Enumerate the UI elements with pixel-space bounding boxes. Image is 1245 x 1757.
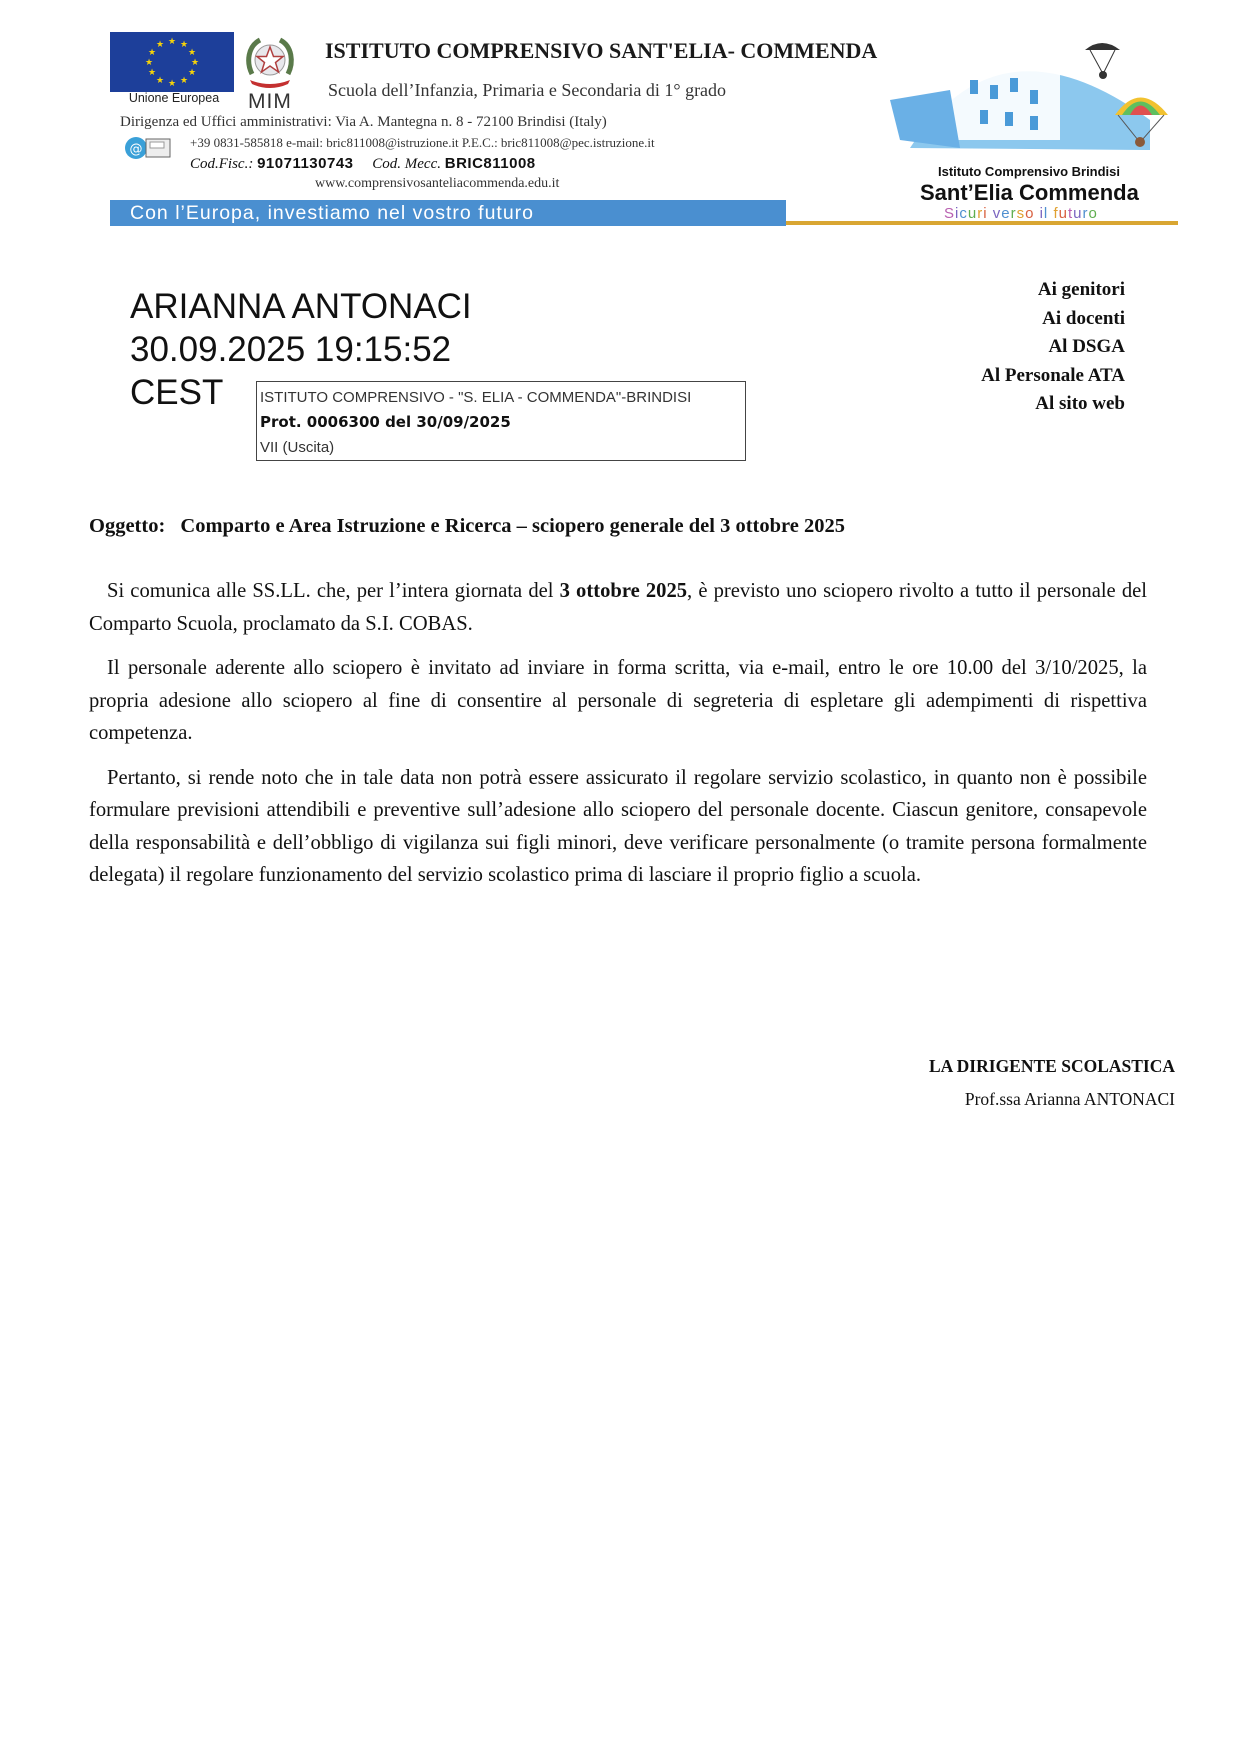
closing-title: LA DIRIGENTE SCOLASTICA (928, 1056, 1175, 1076)
recipient-item: Al Personale ATA (981, 364, 1125, 386)
subject-line (89, 515, 845, 538)
svg-text:★: ★ (167, 37, 177, 47)
signature-signer: ARIANNA ANTONACI (130, 287, 472, 326)
phone-fax-email-icon (124, 133, 174, 163)
recipients-list (981, 276, 1125, 419)
body-text: , è previsto uno sciopero rivolto a tutto il personale del Comparto Scuola, proclamato da S.I. COBAS. (89, 580, 1147, 635)
protocol-stamp (256, 381, 746, 461)
svg-text:★: ★ (190, 58, 200, 68)
recipient-item: Ai docenti (1042, 307, 1125, 329)
strike-date: 3 ottobre 2025 (559, 580, 688, 602)
svg-text:★: ★ (179, 40, 189, 50)
address-line: Dirigenza ed Uffici amministrativi: Via A. Mantegna n. 8 - 72100 Brindisi (Italy) (120, 114, 607, 130)
svg-text:★: ★ (144, 58, 154, 68)
eu-label: Unione Europea (128, 91, 220, 105)
svg-text:★: ★ (167, 79, 177, 89)
svg-text:@: @ (129, 142, 143, 157)
codes-line (190, 155, 536, 173)
eu-banner: Con l’Europa, investiamo nel vostro futuro (110, 200, 786, 226)
protocol-classification: VII (Uscita) (260, 439, 335, 456)
eu-flag-icon (110, 32, 234, 92)
recipient-item: Ai genitori (1037, 279, 1125, 300)
protocol-institution: ISTITUTO COMPRENSIVO - "S. ELIA - COMMENDA"-BRINDISI (260, 389, 692, 406)
letter-body (89, 575, 1147, 904)
closing-signature (929, 1049, 1175, 1115)
subject-text: Comparto e Area Istruzione e Ricerca – sciopero generale del 3 ottobre 2025 (180, 515, 845, 537)
website-link[interactable]: www.comprensivosanteliacommenda.edu.it (315, 176, 560, 191)
svg-text:★: ★ (147, 68, 157, 78)
body-paragraph-2: Il personale aderente allo sciopero è invitato ad inviare in forma scritta, via e-mail, entro le ore 10.00 del 3/10/2025, la propria adesione allo sciopero al fine di consentire al personale di segreteria di espletare gli adempimenti di rispettiva competenza. (89, 657, 1147, 744)
school-name: ISTITUTO COMPRENSIVO SANT'ELIA- COMMENDA (325, 38, 878, 63)
contact-line: +39 0831-585818 e-mail: bric811008@istruzione.it P.E.C.: bric811008@pec.istruzione.it (190, 135, 655, 150)
body-paragraph-1 (89, 575, 1147, 640)
svg-text:★: ★ (155, 76, 165, 86)
recipient-item: Al sito web (1035, 393, 1125, 414)
body-paragraph-3: Pertanto, si rende noto che in tale data non potrà essere assicurato il regolare servizio scolastico, in quanto non è possibile formulare previsioni attendibili e preventive sull’adesione allo sciopero del personale docente. Ciascun genitore, consapevole della responsabilità e dell’obbligo di vigilanza sui figli minori, deve verificare personalmente (o tramite persona formalmente delegata) il regolare funzionamento del servizio scolastico prima di lasciare il proprio figlio a scuola. (89, 766, 1147, 886)
signature-datetime: 30.09.2025 19:15:52 (130, 330, 452, 369)
svg-text:★: ★ (187, 68, 197, 78)
logo-subtitle: Istituto Comprensivo Brindisi (938, 164, 1121, 179)
svg-text:★: ★ (147, 48, 157, 58)
body-text: Si comunica alle SS.LL. che, per l’intera giornata del (107, 580, 560, 602)
italian-republic-emblem-icon (244, 34, 296, 90)
letterhead (110, 30, 1178, 226)
protocol-number: Prot. 0006300 del 30/09/2025 (260, 413, 511, 431)
cod-mecc-value: BRIC811008 (444, 155, 536, 172)
school-subtitle: Scuola dell’Infanzia, Primaria e Secondaria di 1° grado (328, 80, 727, 100)
recipient-item: Al DSGA (1048, 336, 1125, 357)
cod-mecc-label: Cod. Mecc. (372, 156, 441, 172)
cod-fisc-value: 91071130743 (257, 155, 354, 172)
svg-text:★: ★ (155, 40, 165, 50)
cod-fisc-label: Cod.Fisc.: (190, 156, 254, 172)
svg-text:★: ★ (187, 48, 197, 58)
svg-text:★: ★ (179, 76, 189, 86)
subject-label: Oggetto: (89, 515, 166, 537)
ministry-label: MIM (248, 90, 292, 113)
closing-name: Prof.ssa Arianna ANTONACI (964, 1089, 1175, 1109)
signature-timezone: CEST (130, 373, 224, 412)
logo-title: Sant’Elia Commenda (920, 180, 1139, 205)
logo-slogan: Sicuri verso il futuro (944, 205, 1098, 222)
